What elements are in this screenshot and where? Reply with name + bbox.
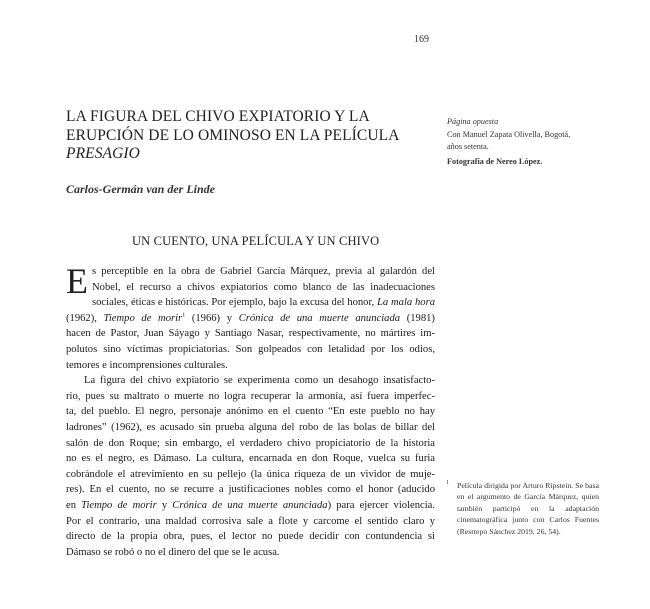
text-span: (1981) [400,312,435,324]
paragraph-1 [66,261,436,373]
text-span: y [156,499,173,511]
page-number: 169 [414,34,429,45]
article-title [66,108,421,164]
body-line: hacen de Pastor, Juan Sáyago y Santiago Nasar, respectivamente, no mártires im- [66,328,435,340]
caption-heading: Página opuesta [447,117,499,126]
book-title: Crónica de una muerte anunciada [172,499,328,511]
text-span: (1962), [66,312,104,324]
title-line-3: PRESAGIO [66,145,140,162]
paragraph-2 [66,373,435,560]
book-title: Tiempo de morir [103,312,183,324]
caption-text-1: Con Manuel Zapata Olivella, Bogotá, [447,129,571,139]
drop-cap: E [66,261,88,301]
title-line-2: ERUPCIÓN DE LO OMINOSO EN LA PELÍCULA [66,126,400,144]
body-line: res). En el cuento, no se recurre a justificaciones nobles como el honor (aducido [66,484,435,496]
text-span: en [66,499,82,511]
body-line: directo de la propia obra, pues, el lector no puede decidir con contundencia si [66,531,435,543]
body-line: ta, del pueblo. El negro, personaje anónimo en el cuento “En este pueblo no hay [66,406,435,418]
body-line: Nobel, el recurso a chivos expiatorios como blanco de las inadecuaciones [92,281,435,293]
book-title: Tiempo de morir [81,499,157,511]
book-title: La mala hora [377,297,436,309]
body-line: salón de don Roque; sin embargo, el verdadero chivo propiciatorio de la historia [66,437,435,449]
body-line: La figura del chivo expiatorio se experimenta como un desahogo insatisfacto- [84,375,435,387]
section-heading: UN CUENTO, UNA PELÍCULA Y UN CHIVO [132,234,380,248]
body-line [66,295,435,311]
book-title: Crónica de una muerte anunciada [238,312,401,324]
body-line: Dámaso se robó o no el dinero del que se le acusa. [66,546,280,558]
caption-text-2: años setenta. [447,142,489,151]
body-line: cobrándole el atrevimiento en su pellejo (la única riqueza de un vividor de muje- [66,468,435,480]
text-span: (1966) y [185,312,239,324]
footnote-text: Película dirigida por Arturo Ripstein. Se basa en el argumento de García Márquez, quien también participó en la adaptación cinematográfica junto con Carlos Fuentes (Restrepo Sánchez 2019, 26, 54). [457,481,599,536]
footnote-mark: 1 [446,480,449,486]
body-line: s perceptible en la obra de Gabriel García Márquez, previa al galardón del [92,266,435,277]
body-line [66,498,435,514]
body-line: ladrones” (1962), es acusado sin prueba alguna del robo de las bolas de billar del [66,421,435,433]
body-line: rio, pues su maltrato o muerte no logra recuperar la armonía, así fuera imperfec- [66,390,435,402]
text-span: ) para ejercer violencia. [327,499,436,511]
body-line [66,311,435,327]
body-line: no es el negro, es Dámaso. La cultura, encarnada en don Roque, vuelca su furia [66,453,435,465]
photo-caption [447,116,597,168]
footnote-reference: 1 [182,312,186,319]
footnote [447,480,599,537]
author-name: Carlos-Germán van der Linde [66,182,216,196]
body-line: polutos sino víctimas propiciatorias. Son golpeados con letalidad por los odios, [66,343,435,355]
title-line-1: LA FIGURA DEL CHIVO EXPIATORIO Y LA [66,108,370,125]
body-text [66,261,436,560]
photo-credit: Fotografía de Nereo López. [447,156,543,166]
text-span: sociales, éticas e históricas. Por ejemplo, bajo la excusa del honor, [92,297,378,309]
body-line: Por el contrario, una maldad corrosiva sale a flote y carcome el sentido claro y [66,515,435,527]
body-line: temores e incomprensiones culturales. [66,359,228,371]
